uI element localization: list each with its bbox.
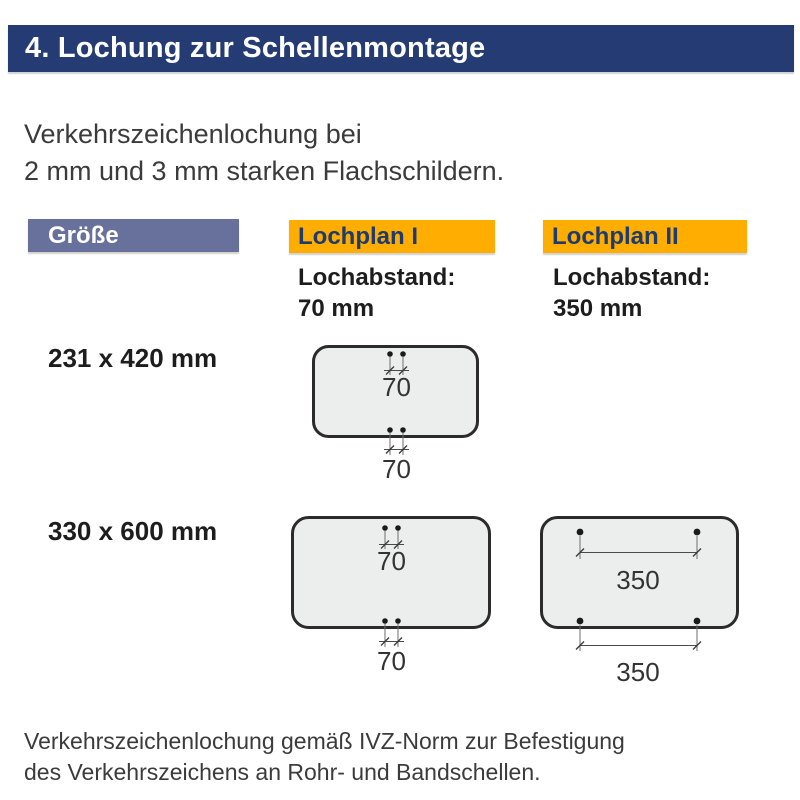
dim-label: 350 [616,657,660,687]
column-header-lochplan-1 [289,220,495,253]
dim-annotation-bottom [377,624,406,676]
lochplan-2-subtitle [553,262,710,324]
dim-label: 70 [382,372,411,402]
lochplan-2-subtitle-line-1: Lochabstand: [553,264,711,291]
hole-dot [694,618,701,625]
dim-label: 70 [377,646,406,676]
hole-dot [387,351,393,357]
hole-dot [694,529,701,536]
dim-label: 70 [382,454,411,484]
hole-dot [395,618,401,624]
lochplan-2-subtitle-line-2: 350 mm [553,295,643,322]
diagram-231x420-lochplan-1 [300,340,500,488]
dim-label: 70 [377,546,406,576]
intro-text [24,116,504,190]
diagram-330x600-lochplan-1 [280,508,500,680]
intro-line-2: 2 mm und 3 mm starken Flachschildern. [24,156,505,186]
hole-dot [400,427,406,433]
hole-dot [577,529,584,536]
intro-line-1: Verkehrszeichenlochung bei [24,119,362,149]
lochplan-1-subtitle [298,262,455,324]
footer-note [24,726,625,788]
diagram-330x600-lochplan-2 [528,508,758,688]
column-header-groesse [28,219,239,252]
row-label-330x600: 330 x 600 mm [48,516,218,546]
column-header-lochplan-2 [543,220,747,253]
dim-label: 350 [616,565,660,595]
hole-dot [382,618,388,624]
footer-line-1: Verkehrszeichenlochung gemäß IVZ-Norm zur Befestigung [24,728,625,754]
hole-dot [387,427,393,433]
hole-dot [400,351,406,357]
hole-dot [395,525,401,531]
column-header-lochplan-1-label: Lochplan I [298,222,418,250]
column-header-groesse-label: Größe [48,221,119,249]
lochplan-1-subtitle-line-2: 70 mm [298,295,375,322]
column-header-lochplan-2-label: Lochplan II [552,222,679,250]
section-header-bar [8,25,794,72]
hole-dot [382,525,388,531]
footer-line-2: des Verkehrszeichens an Rohr- und Bandschellen. [24,759,541,785]
row-label-231x420: 231 x 420 mm [48,343,218,373]
hole-dot [577,618,584,625]
page-title: 4. Lochung zur Schellenmontage [25,32,486,64]
lochplan-1-subtitle-line-1: Lochabstand: [298,264,456,291]
dim-annotation-bottom [576,625,701,687]
dim-annotation-bottom [382,433,411,484]
